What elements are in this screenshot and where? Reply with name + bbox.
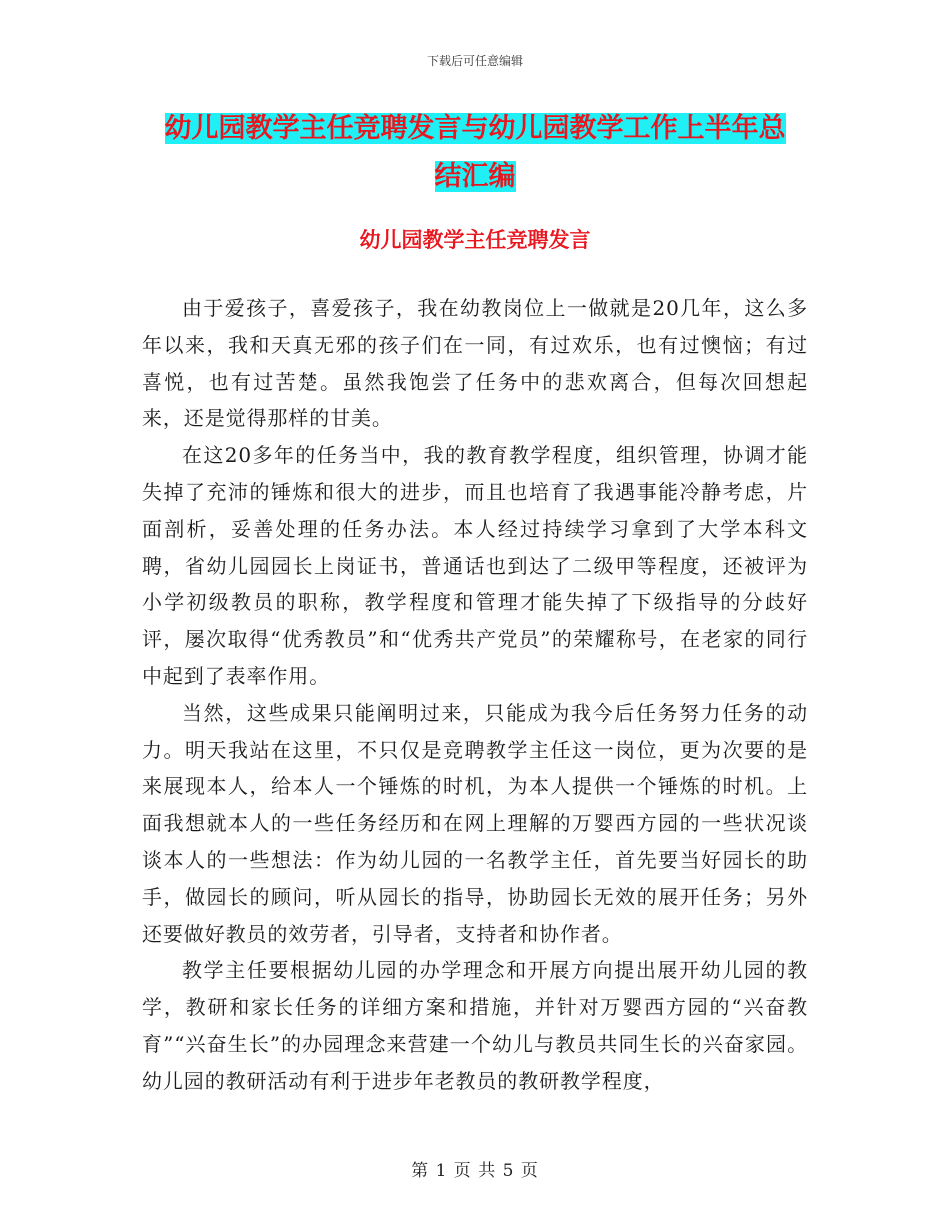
header-note: 下载后可任意编辑 — [426, 54, 523, 68]
paragraph: 当然，这些成果只能阐明过来，只能成为我今后任务努力任务的动力。明天我站在这里，不只仅是竞聘教学主任这一岗位，更为次要的是来展现本人，给本人一个锤炼的时机，为本人提供一个锤炼的时机。上面我想就本人的一些任务经历和在网上理解的万婴西方园的一些状况谈谈本人的一些想法：作为幼儿园的一名教学主任，首先要当好园长的助手，做园长的顾问，听从园长的指导，协助园长无效的展开任务；另外还要做好教员的效劳者，引导者，支持者和协作者。 — [142, 700, 808, 946]
document-title-line-2: 结汇编 — [434, 161, 516, 192]
paragraph: 由于爱孩子，喜爱孩子，我在幼教岗位上一做就是20几年，这么多年以来，我和天真无邪的孩子们在一同，有过欢乐，也有过懊恼；有过喜悦，也有过苦楚。虽然我饱尝了任务中的悲欢离合，但每次回想起来，还是觉得那样的甘美。 — [142, 296, 808, 431]
body-text — [142, 290, 808, 1100]
document-title-line-1: 幼儿园教学主任竞聘发言与幼儿园教学工作上半年总 — [164, 113, 786, 144]
document-title — [142, 105, 808, 201]
section-title: 幼儿园教学主任竞聘发言 — [359, 228, 591, 252]
page-footer: 第 1 页 共 5 页 — [411, 1161, 539, 1181]
paragraph: 在这20多年的任务当中，我的教育教学程度，组织管理，协调才能失掉了充沛的锤炼和很大的进步，而且也培育了我遇事能冷静考虑，片面剖析，妥善处理的任务办法。本人经过持续学习拿到了大学本科文聘，省幼儿园园长上岗证书，普通话也到达了二级甲等程度，还被评为小学初级教员的职称，教学程度和管理才能失掉了下级指导的分歧好评，屡次取得“优秀教员”和“优秀共产党员”的荣耀称号，在老家的同行中起到了表率作用。 — [142, 443, 808, 688]
paragraph: 教学主任要根据幼儿园的办学理念和开展方向提出展开幼儿园的教学，教研和家长任务的详细方案和措施，并针对万婴西方园的“兴奋教育”“兴奋生长”的办园理念来营建一个幼儿与教员共同生长的兴奋家园。幼儿园的教研活动有利于进步年老教员的教研教学程度， — [142, 958, 808, 1093]
